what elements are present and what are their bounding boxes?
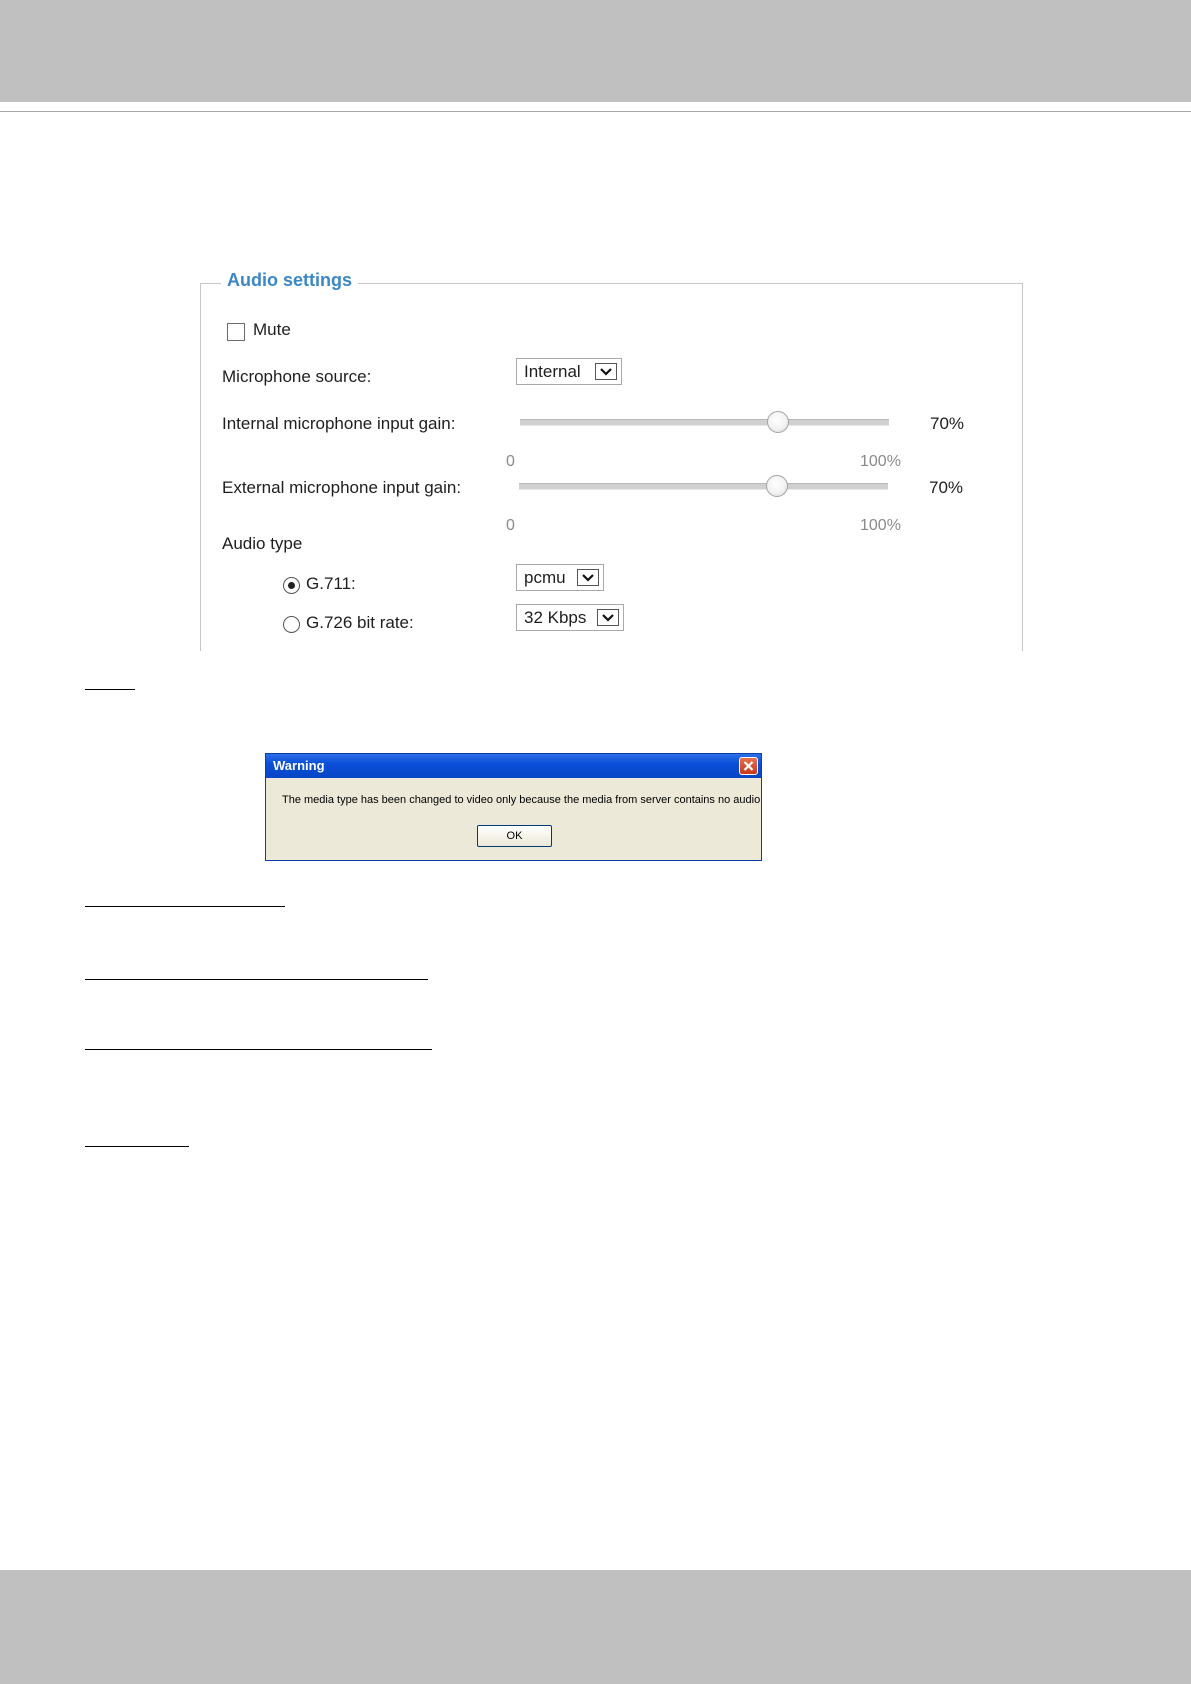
audio-settings-legend: Audio settings — [221, 270, 358, 291]
microphone-source-value: Internal — [524, 362, 581, 381]
g726-label: G.726 bit rate: — [306, 613, 414, 632]
external-gain-value: 70% — [929, 478, 964, 497]
g726-bitrate-value: 32 Kbps — [524, 608, 587, 627]
external-gain-label: External microphone input gain: — [222, 478, 462, 497]
chevron-down-icon — [595, 363, 617, 380]
internal-gain-slider-handle[interactable] — [767, 411, 789, 433]
g711-mode-value: pcmu — [524, 568, 566, 587]
page-header-band — [0, 0, 1191, 102]
internal-gain-slider-track[interactable] — [520, 419, 889, 426]
page-footer-band — [0, 1570, 1191, 1684]
warning-dialog — [265, 753, 762, 861]
g726-bitrate-select[interactable] — [516, 604, 624, 631]
internal-gain-min: 0 — [506, 453, 515, 470]
close-button[interactable] — [739, 757, 758, 775]
heading-underline-4 — [85, 1049, 432, 1050]
microphone-source-label: Microphone source: — [222, 367, 372, 386]
external-gain-max: 100% — [860, 517, 901, 534]
heading-underline-5 — [85, 1146, 189, 1147]
chevron-down-icon — [597, 609, 619, 626]
mute-checkbox[interactable] — [227, 323, 245, 341]
audio-settings-panel — [200, 270, 1023, 651]
heading-underline-1 — [85, 689, 135, 690]
internal-gain-value: 70% — [930, 414, 965, 433]
g711-radio[interactable] — [283, 577, 300, 594]
heading-underline-3 — [85, 979, 428, 980]
close-icon — [740, 758, 757, 774]
internal-gain-label: Internal microphone input gain: — [222, 414, 456, 433]
microphone-source-select[interactable] — [516, 358, 622, 385]
g711-label: G.711: — [306, 574, 356, 593]
audio-type-label: Audio type — [222, 534, 303, 553]
external-gain-slider-handle[interactable] — [766, 475, 788, 497]
external-gain-min: 0 — [506, 517, 515, 534]
mute-label: Mute — [253, 320, 291, 339]
g711-mode-select[interactable] — [516, 564, 604, 591]
heading-underline-2 — [85, 906, 285, 907]
header-rule — [0, 111, 1191, 112]
ok-button[interactable]: OK — [477, 825, 552, 847]
warning-dialog-titlebar — [266, 754, 761, 778]
external-gain-slider-track[interactable] — [519, 483, 888, 490]
warning-dialog-title: Warning — [273, 758, 325, 773]
radio-selected-dot — [288, 582, 295, 589]
internal-gain-max: 100% — [860, 453, 901, 470]
warning-message: The media type has been changed to video only because the media from server contains no audio — [282, 794, 761, 806]
g726-radio[interactable] — [283, 616, 300, 633]
chevron-down-icon — [577, 569, 599, 586]
